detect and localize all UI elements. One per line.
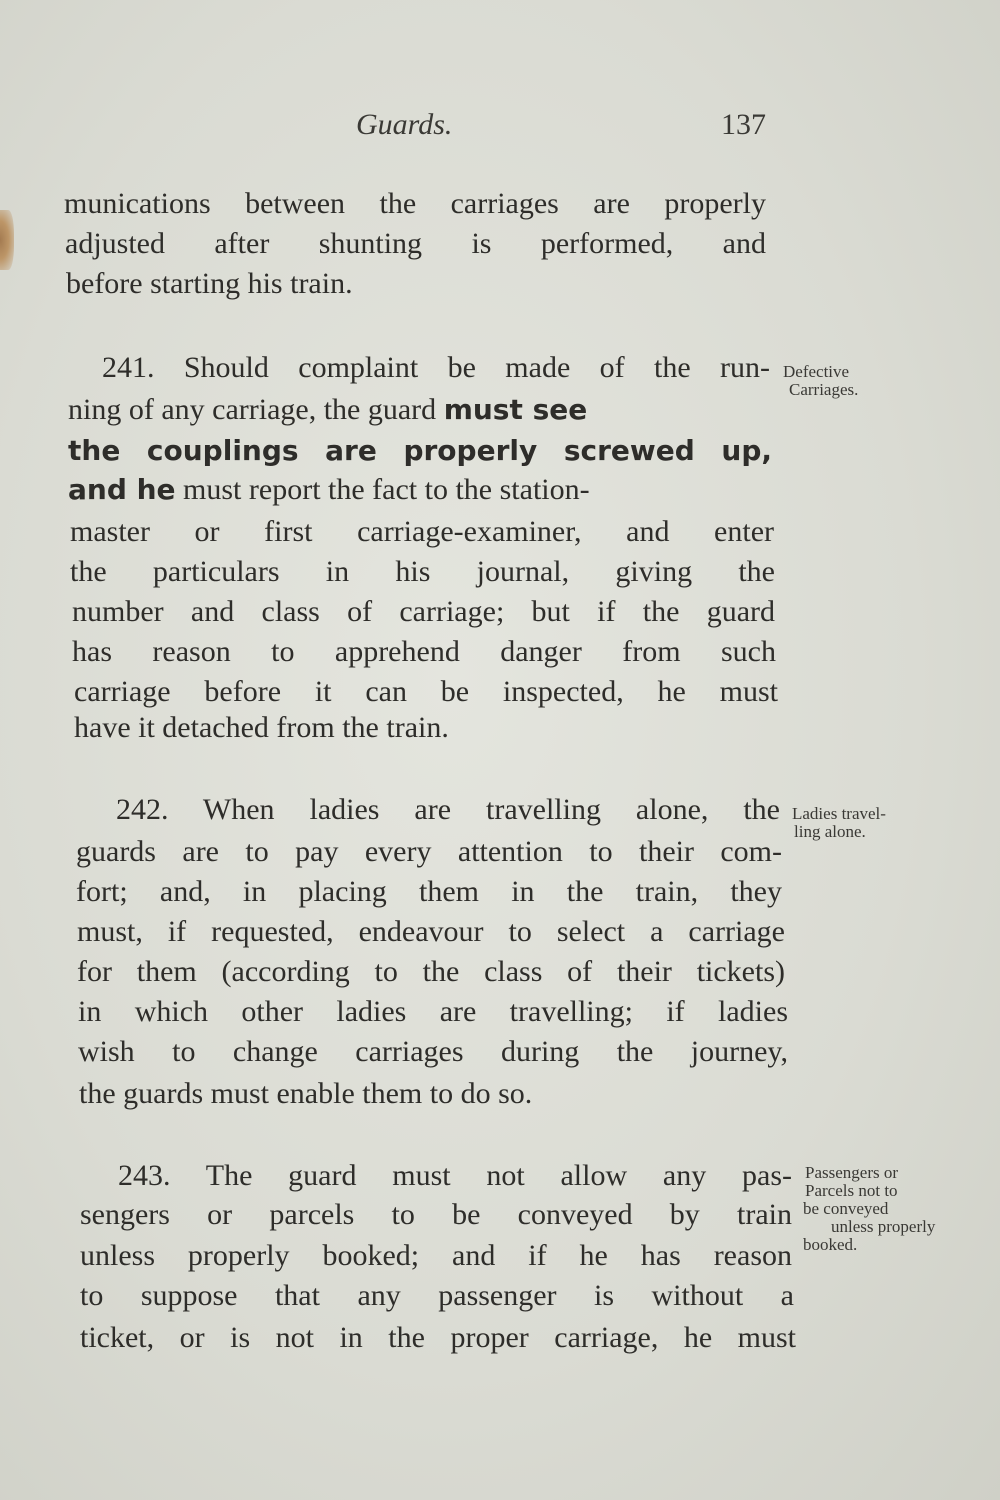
text-line: adjusted after shunting is performed, and: [65, 227, 766, 260]
text-line: have it detached from the train.: [74, 711, 449, 744]
text-line: [68, 392, 770, 428]
text-line: unless properly booked; and if he has reason: [80, 1239, 792, 1272]
sidenote-line: Parcels not to: [805, 1181, 898, 1200]
text-line: has reason to apprehend danger from such: [72, 635, 776, 668]
text-line: ticket, or is not in the proper carriage, he must: [80, 1321, 796, 1354]
sidenote-line: Passengers or: [805, 1163, 899, 1182]
text-line: number and class of carriage; but if the guard: [72, 595, 775, 628]
text-bold: must see: [443, 393, 588, 426]
sidenote-line: Ladies travel-: [792, 804, 886, 823]
text-line: must, if requested, endeavour to select a carriage: [77, 915, 785, 948]
sidenote-line: booked.: [803, 1235, 858, 1254]
sidenote-passengers-parcels: [803, 1164, 935, 1254]
text-line: the particulars in his journal, giving the: [70, 555, 775, 588]
text-line: master or first carriage-examiner, and enter: [70, 515, 774, 548]
running-title: Guards.: [356, 108, 453, 141]
text-line: munications between the carriages are properly: [64, 187, 766, 220]
text-line: guards are to pay every attention to their com-: [76, 835, 782, 868]
running-head: [66, 108, 766, 148]
text-normal: must report the fact to the station-: [175, 473, 590, 506]
text-line: [68, 472, 774, 508]
text-line: the guards must enable them to do so.: [79, 1077, 533, 1110]
sidenote-line: Defective: [783, 362, 850, 381]
sidenote-line: ling alone.: [794, 822, 866, 841]
sidenote-ladies-travelling: [792, 805, 886, 841]
text-line: fort; and, in placing them in the train, they: [76, 875, 782, 908]
sidenote-line: be conveyed: [803, 1199, 889, 1218]
sidenote-defective-carriages: [783, 363, 858, 399]
text-line-bold: the couplings are properly screwed up,: [68, 434, 772, 467]
text-line: sengers or parcels to be conveyed by train: [80, 1198, 792, 1231]
sidenote-line: unless properly: [831, 1217, 936, 1236]
sidenote-line: Carriages.: [789, 380, 859, 399]
text-line: for them (according to the class of their tickets): [77, 955, 785, 988]
text-line: in which other ladies are travelling; if ladies: [78, 995, 788, 1028]
text-bold: and he: [68, 473, 176, 506]
text-line: carriage before it can be inspected, he must: [74, 675, 778, 708]
page-stain: [0, 210, 14, 270]
text-line: wish to change carriages during the journey,: [78, 1035, 788, 1068]
text-normal: ning of any carriage, the guard: [68, 393, 444, 426]
text-line: to suppose that any passenger is without a: [80, 1279, 794, 1312]
text-line: 241. Should complaint be made of the run-: [102, 351, 770, 384]
text-line: 242. When ladies are travelling alone, the: [116, 793, 780, 826]
text-line: before starting his train.: [66, 267, 353, 300]
text-line: 243. The guard must not allow any pas-: [118, 1159, 792, 1192]
page-number: 137: [721, 108, 766, 141]
